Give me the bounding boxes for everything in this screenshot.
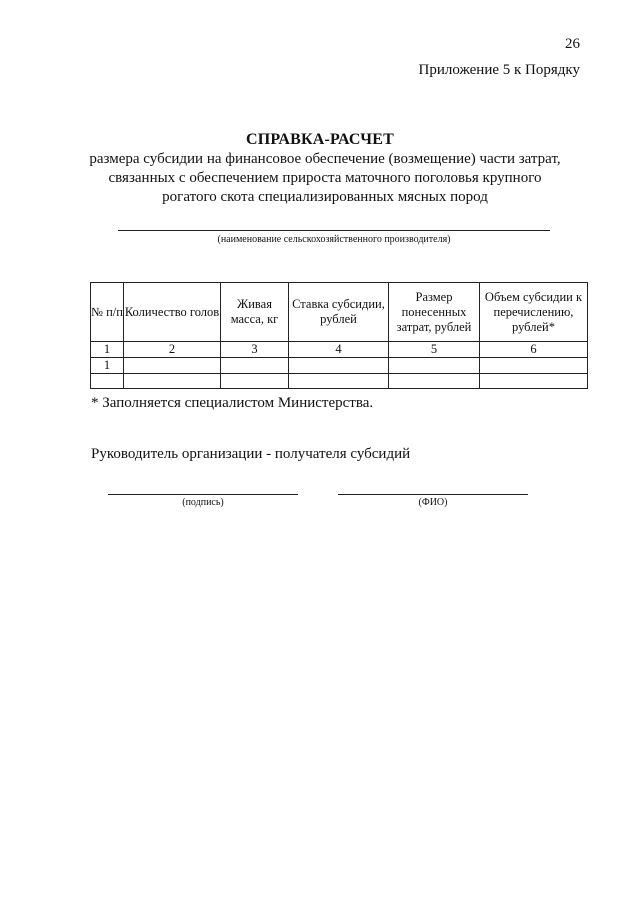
table-cell[interactable] — [480, 374, 588, 389]
page-number: 26 — [565, 36, 580, 52]
signature-line[interactable] — [108, 494, 298, 495]
header-cell: Живая масса, кг — [221, 283, 289, 342]
table-cell[interactable] — [221, 358, 289, 374]
subtitle-line: размера субсидии на финансовое обеспечение (возмещение) части затрат, — [89, 151, 561, 167]
table-cell[interactable]: 1 — [91, 358, 124, 374]
table-cell[interactable] — [221, 374, 289, 389]
calculation-table — [90, 282, 588, 389]
table-cell[interactable] — [480, 358, 588, 374]
signer-label: Руководитель организации - получателя субсидий — [91, 446, 411, 462]
document-title: СПРАВКА-РАСЧЕТ — [246, 131, 394, 148]
header-cell: Ставка субсидии, рублей — [289, 283, 389, 342]
column-number-cell: 3 — [221, 342, 289, 358]
column-number-cell: 6 — [480, 342, 588, 358]
table-cell[interactable] — [91, 374, 124, 389]
subtitle-line: связанных с обеспечением прироста маточного поголовья крупного — [108, 170, 542, 186]
table-cell[interactable] — [124, 374, 221, 389]
producer-name-line[interactable] — [118, 230, 550, 231]
column-number-row — [91, 342, 588, 358]
column-number-cell: 2 — [124, 342, 221, 358]
table-header-row — [91, 283, 588, 342]
table-row — [91, 358, 588, 374]
header-cell: № п/п — [91, 283, 124, 342]
table-cell[interactable] — [389, 374, 480, 389]
column-number-cell: 5 — [389, 342, 480, 358]
table-cell[interactable] — [389, 358, 480, 374]
full-name-caption: (ФИО) — [418, 497, 448, 508]
table-cell[interactable] — [289, 374, 389, 389]
table-cell[interactable] — [289, 358, 389, 374]
producer-caption: (наименование сельскохозяйственного производителя) — [217, 234, 451, 245]
header-cell: Размер понесенных затрат, рублей — [389, 283, 480, 342]
full-name-line[interactable] — [338, 494, 528, 495]
appendix-label: Приложение 5 к Порядку — [418, 62, 580, 78]
header-cell: Количество голов — [124, 283, 221, 342]
table-row — [91, 374, 588, 389]
signature-caption: (подпись) — [182, 497, 224, 508]
document-subtitle — [70, 150, 580, 207]
column-number-cell: 1 — [91, 342, 124, 358]
header-cell: Объем субсидии к перечислению, рублей* — [480, 283, 588, 342]
column-number-cell: 4 — [289, 342, 389, 358]
table-cell[interactable] — [124, 358, 221, 374]
subtitle-line: рогатого скота специализированных мясных пород — [162, 189, 488, 205]
footnote: * Заполняется специалистом Министерства. — [91, 395, 374, 411]
